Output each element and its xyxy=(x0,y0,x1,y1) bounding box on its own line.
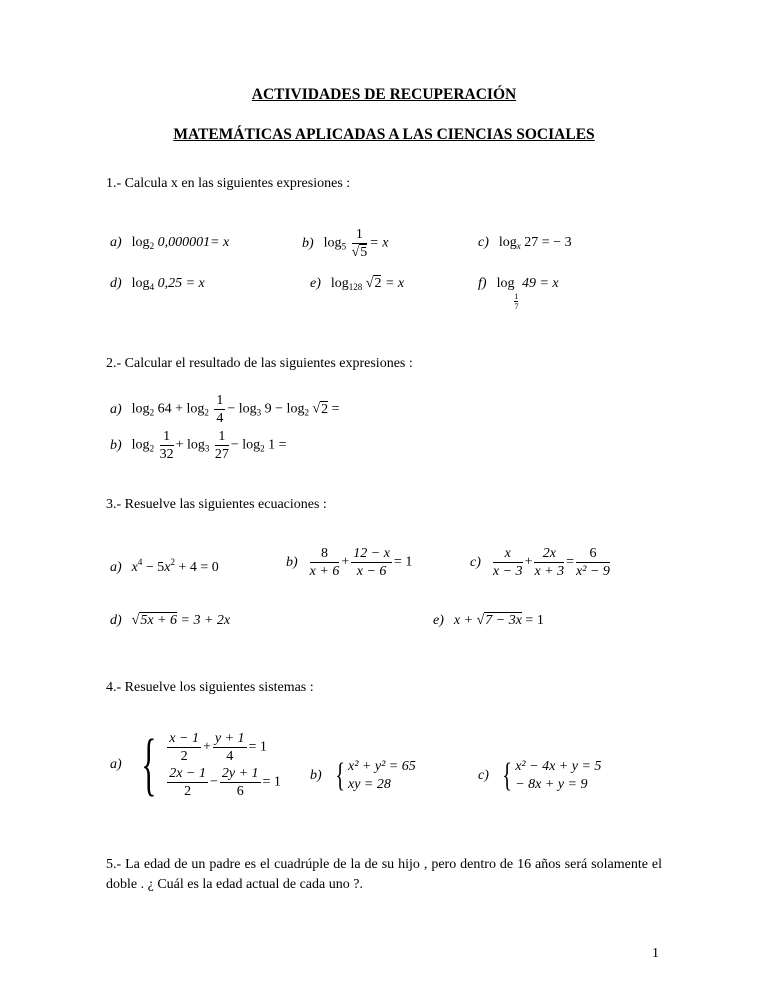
exercise-3c: c) $\frac{x}{x - 3}$ + $\frac{2x}{x + 3}$ = $\frac{6}{\text{x² − 9}}$ xyxy=(470,546,610,579)
document-subtitle: MATEMÁTICAS APLICADAS A LAS CIENCIAS SOCIALES xyxy=(173,126,595,143)
exercise-2b: b) $\log_2$ $\frac{1}{32}$ + $\log_3$ $\frac{1}{27}$ − $\log_2 1$ = xyxy=(110,429,287,462)
document-title: ACTIVIDADES DE RECUPERACIÓN xyxy=(251,86,517,103)
exercise-3b: b) $\frac{8}{x + 6}$ + $\frac{12 - x}{x - 6}$ = 1 xyxy=(286,546,413,579)
exercise-4c: c) { x² − 4x + y = 5 − 8x + y = 9 xyxy=(478,757,602,794)
left-brace: { xyxy=(502,757,512,794)
page-number: 1 xyxy=(652,946,659,961)
exercise-3e: e) x + √7 − 3x = 1 xyxy=(433,613,544,628)
exercise-4a: a) { $\frac{x - 1}{2}$ + $\frac{y + 1}{4}$ = 1 $\frac{2x - 1}{2}$ − $\frac{2y + 1}{6}$ = 1 xyxy=(110,726,281,803)
exercise-3a: a) $x^4 - 5x^2 + 4 = 0$ xyxy=(110,557,219,575)
exercise-2a: a) $\log_2 64 + \log_2$ $\frac{1}{4}$ − $\log_3 9 - \log_2 √2$ = xyxy=(110,393,340,426)
exercise-1d: d) $\log_4 0,25 = x$ xyxy=(110,276,205,292)
exercise-1e: e) $\log_{128} √2 = x$ xyxy=(310,276,405,292)
exercise-1-heading: 1.- Calcula x en las siguientes expresiones : xyxy=(106,176,351,191)
exercise-5-text: 5.- La edad de un padre es el cuadrúple de la de su hijo , pero dentro de 16 años será solamente el doble . ¿ Cuál es la edad actual de cada uno ?. xyxy=(106,857,662,892)
exercise-1a: a) $\log_2 0,000001= x$ xyxy=(110,235,230,251)
left-brace: { xyxy=(334,757,345,794)
exercise-2-heading: 2.- Calcular el resultado de las siguientes expresiones : xyxy=(106,356,413,371)
exercise-4-heading: 4.- Resuelve los siguientes sistemas : xyxy=(106,680,314,695)
exercise-1f: f) log $\frac{1}{7}$ 49 = x xyxy=(478,276,559,311)
exercise-1c: c) $\log_x 27$ = − 3 xyxy=(478,235,572,251)
exercise-3-heading: 3.- Resuelve las siguientes ecuaciones : xyxy=(106,497,327,512)
exercise-3d: d) √5x + 6 = 3 + 2x xyxy=(110,613,231,628)
left-brace: { xyxy=(140,726,157,803)
exercise-1b: b) $\log_5$ $\frac{1}{√5}$ = x xyxy=(302,227,389,260)
exercise-4b: b) { x² + y² = 65 xy = 28 xyxy=(310,757,416,794)
